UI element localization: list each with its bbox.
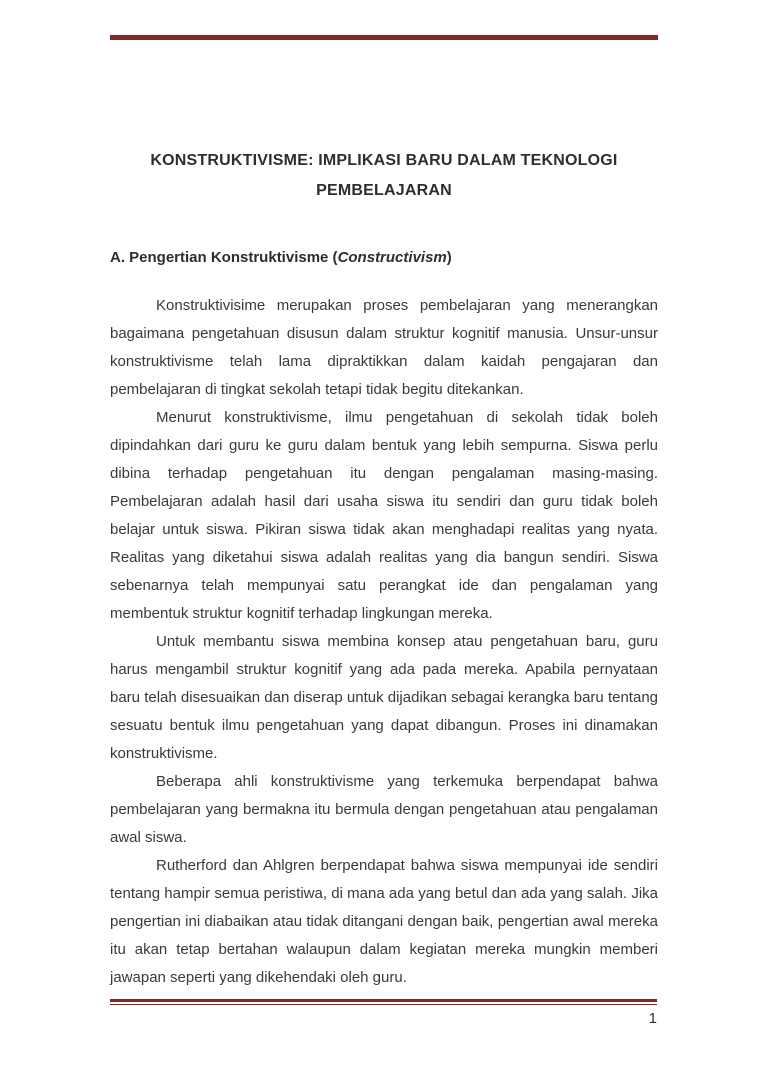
section-heading-emphasis: Constructivism: [337, 249, 447, 266]
paragraph: Konstruktivisime merupakan proses pembelajaran yang menerangkan bagaimana pengetahuan disusun dalam struktur kognitif manusia. Unsur-unsur konstruktivisme telah lama dipraktikkan dalam kaidah pengajaran dan pembelajaran di tingkat sekolah tetapi tidak begitu ditekankan.: [110, 297, 658, 398]
paragraph: Rutherford dan Ahlgren berpendapat bahwa siswa mempunyai ide sendiri tentang hampir semua peristiwa, di mana ada yang betul dan ada yang salah. Jika pengertian ini diabaikan atau tidak ditangani dengan baik, pengertian awal mereka itu akan tetap bertahan walaupun dalam kegiatan mereka mungkin memberi jawapan seperti yang dikehendaki oleh guru.: [110, 857, 658, 986]
page-footer: [110, 999, 657, 1028]
paragraph: Untuk membantu siswa membina konsep atau pengetahuan baru, guru harus mengambil struktur kognitif yang ada pada mereka. Apabila pernyataan baru telah disesuaikan dan diserap untuk dijadikan sebagai kerangka baru tentang sesuatu bentuk ilmu pengetahuan yang dapat dibangun. Proses ini dinamakan konstruktivisme.: [110, 633, 658, 762]
top-border-rule: [110, 35, 658, 40]
page-number: 1: [648, 1010, 657, 1027]
document-body: [110, 292, 658, 992]
section-heading-suffix: ): [446, 249, 452, 266]
section-heading: [110, 248, 658, 268]
document-title: KONSTRUKTIVISME: IMPLIKASI BARU DALAM TEKNOLOGI PEMBELAJARAN: [150, 152, 618, 199]
paragraph: Beberapa ahli konstruktivisme yang terkemuka berpendapat bahwa pembelajaran yang bermakna itu bermula dengan pengetahuan atau pengalaman awal siswa.: [110, 773, 658, 846]
paragraph: Menurut konstruktivisme, ilmu pengetahuan di sekolah tidak boleh dipindahkan dari guru ke guru dalam bentuk yang lebih sempurna. Siswa perlu dibina terhadap pengetahuan itu dengan pengalaman masing-masing. Pembelajaran adalah hasil dari usaha siswa itu sendiri dan guru tidak boleh belajar untuk siswa. Pikiran siswa tidak akan menghadapi realitas yang nyata. Realitas yang diketahui siswa adalah realitas yang dia bangun sendiri. Siswa sebenarnya telah mempunyai satu perangkat ide dan pengalaman yang membentuk struktur kognitif terhadap lingkungan mereka.: [110, 409, 658, 622]
page-content: [110, 0, 658, 992]
section-heading-prefix: A. Pengertian Konstruktivisme (: [110, 249, 338, 266]
footer-border-thick-rule: [110, 999, 657, 1002]
footer-border-thin-rule: [110, 1004, 657, 1005]
